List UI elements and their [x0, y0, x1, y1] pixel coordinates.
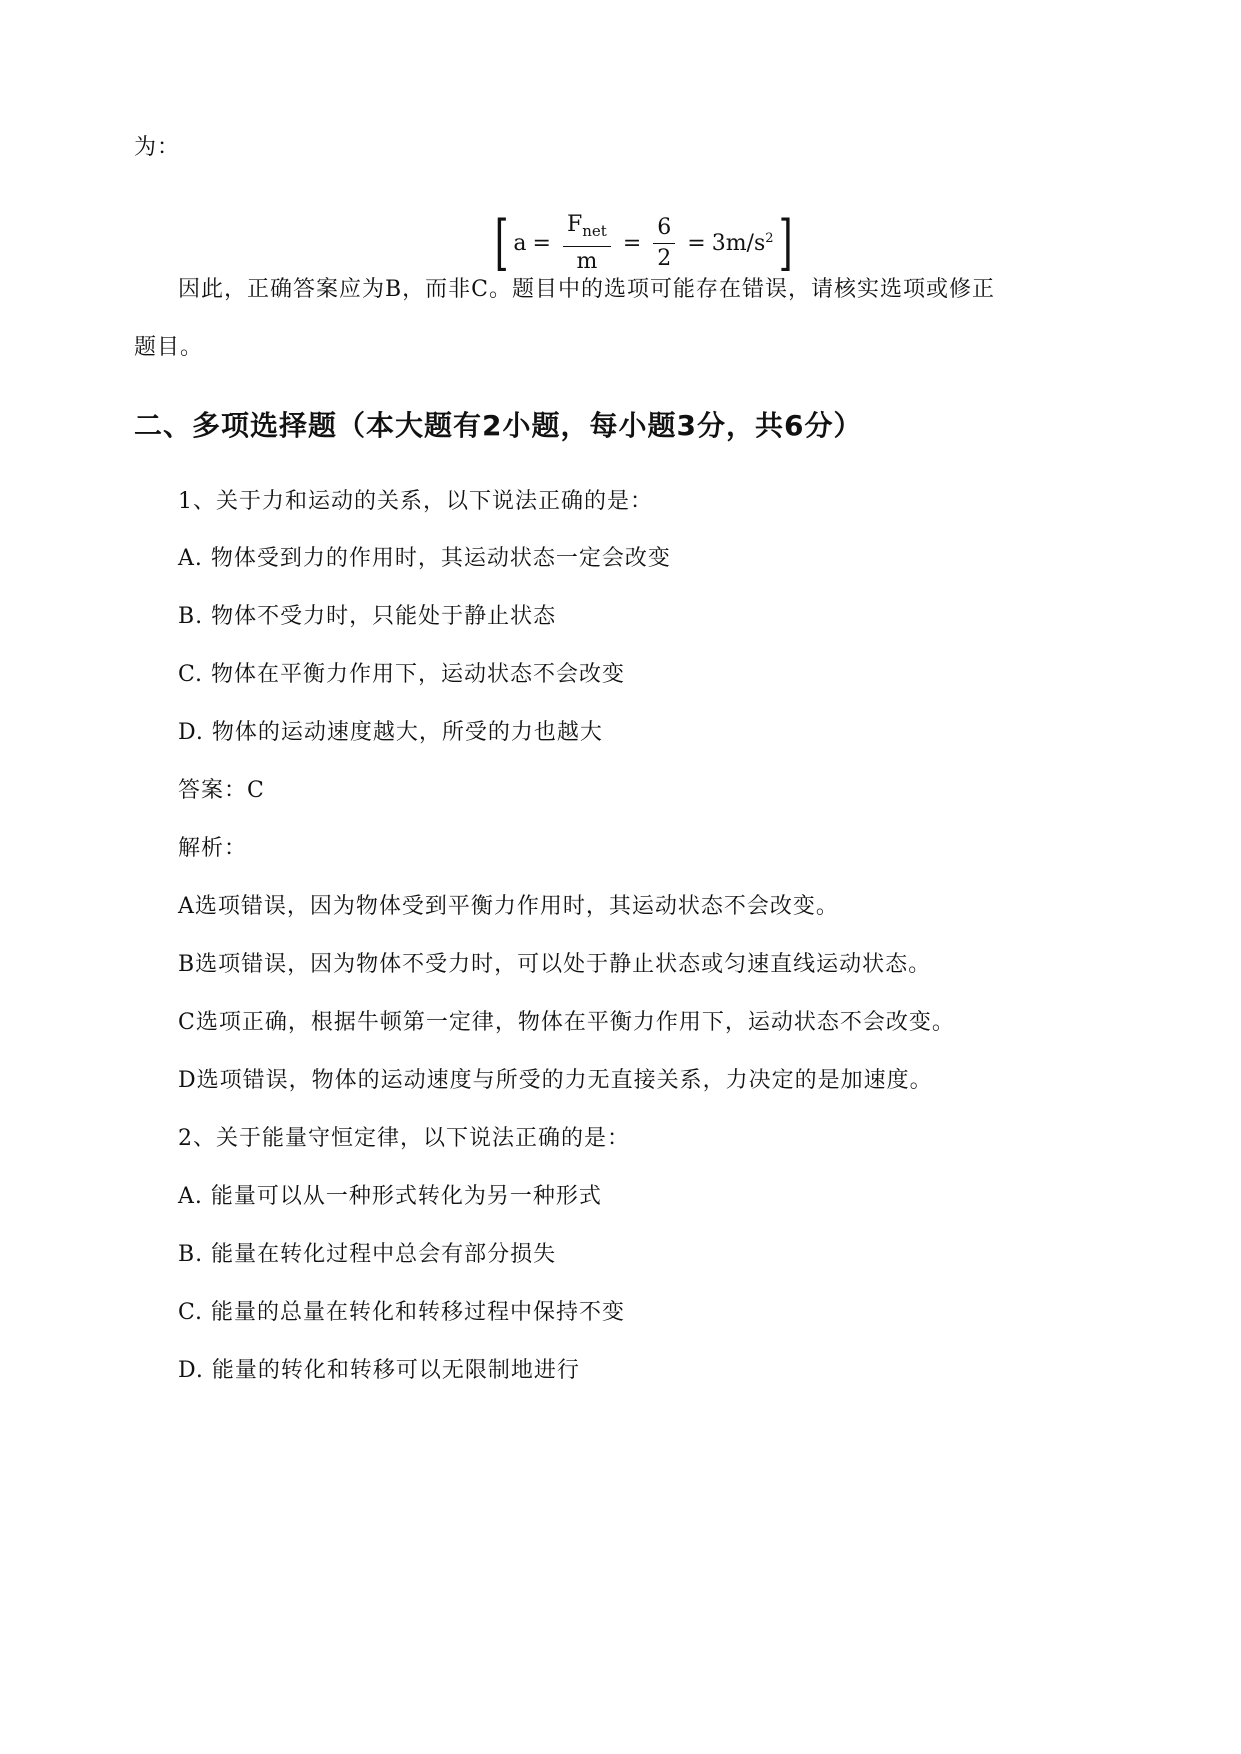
formula-fraction-force-mass	[563, 212, 611, 275]
acceleration-formula	[490, 210, 797, 276]
section-heading: 二、多项选择题（本大题有2小题，每小题3分，共6分）	[134, 409, 863, 442]
formula-equals-2: =	[622, 230, 642, 256]
formula-force-symbol: F	[566, 211, 583, 237]
formula-numerator-force	[563, 212, 611, 247]
intro-text: 为：	[134, 135, 181, 160]
conclusion-line-2: 题目。	[134, 335, 204, 360]
formula-force-subscript: net	[582, 221, 607, 240]
q1-stem: 1、关于力和运动的关系，以下说法正确的是：	[178, 489, 653, 514]
formula-result-superscript: 2	[765, 230, 774, 246]
q2-option-d: D. 能量的转化和转移可以无限制地进行	[178, 1358, 580, 1383]
formula-fraction-numeric	[653, 215, 675, 272]
q1-analysis-b: B选项错误，因为物体不受力时，可以处于静止状态或匀速直线运动状态。	[178, 952, 932, 977]
formula-variable: a	[513, 230, 527, 256]
formula-numerator-six: 6	[653, 215, 675, 244]
q2-option-a: A. 能量可以从一种形式转化为另一种形式	[178, 1184, 602, 1209]
formula-equals-1: =	[532, 230, 551, 256]
q1-analysis-c: C选项正确，根据牛顿第一定律，物体在平衡力作用下，运动状态不会改变。	[178, 1010, 955, 1035]
formula-result-value: 3m/s	[711, 230, 766, 256]
q1-option-c: C. 物体在平衡力作用下，运动状态不会改变	[178, 662, 626, 687]
q1-option-a: A. 物体受到力的作用时，其运动状态一定会改变	[178, 546, 671, 571]
q1-analysis-a: A选项错误，因为物体受到平衡力作用时，其运动状态不会改变。	[178, 894, 839, 919]
q2-option-c: C. 能量的总量在转化和转移过程中保持不变	[178, 1300, 626, 1325]
q1-analysis-label: 解析：	[178, 836, 248, 861]
formula-denominator-mass: m	[576, 248, 598, 274]
formula-left-bracket: [	[494, 208, 509, 278]
q1-answer: 答案：C	[178, 778, 265, 803]
conclusion-line-1: 因此，正确答案应为B，而非C。题目中的选项可能存在错误，请核实选项或修正	[178, 277, 996, 302]
formula-equals-3: =	[687, 230, 706, 256]
formula-denominator-two: 2	[657, 245, 672, 271]
formula-right-bracket: ]	[778, 208, 793, 278]
q2-stem: 2、关于能量守恒定律，以下说法正确的是：	[178, 1126, 630, 1151]
q1-option-d: D. 物体的运动速度越大，所受的力也越大	[178, 720, 603, 745]
q1-analysis-d: D选项错误，物体的运动速度与所受的力无直接关系，力决定的是加速度。	[178, 1068, 933, 1093]
formula-result	[712, 231, 774, 256]
q2-option-b: B. 能量在转化过程中总会有部分损失	[178, 1242, 557, 1267]
q1-option-b: B. 物体不受力时，只能处于静止状态	[178, 604, 557, 629]
